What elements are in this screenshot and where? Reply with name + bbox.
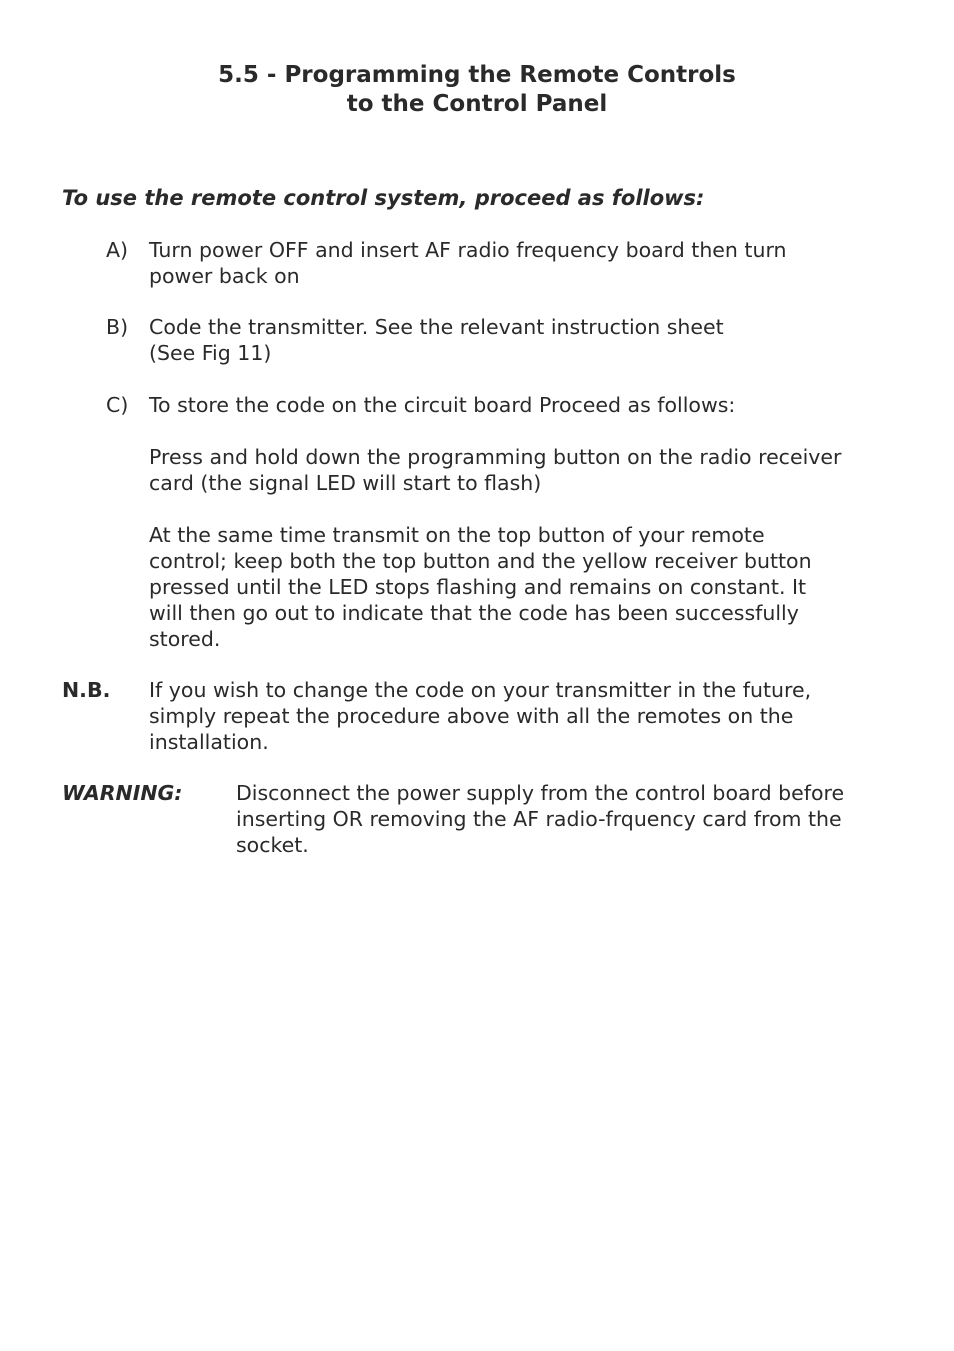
paragraph-line: At the same time transmit on the top button of your remote <box>149 523 765 547</box>
paragraph-line: pressed until the LED stops flashing and remains on constant. It <box>149 575 807 599</box>
step-marker: C) <box>106 393 129 417</box>
warning-line: Disconnect the power supply from the control board before <box>236 781 845 805</box>
paragraph-text <box>149 522 889 652</box>
warning-text <box>236 780 896 858</box>
step-line: Code the transmitter. See the relevant instruction sheet <box>149 315 724 339</box>
step-line: (See Fig 11) <box>149 341 272 365</box>
page-title-line-2: to the Control Panel <box>346 91 608 117</box>
warning-line: inserting OR removing the AF radio-frquency card from the <box>236 807 842 831</box>
intro-text: To use the remote control system, proceed as follows: <box>62 186 705 210</box>
paragraph-text <box>149 444 889 496</box>
paragraph-line: Press and hold down the programming button on the radio receiver <box>149 445 842 469</box>
note-text <box>149 677 889 755</box>
step-marker: A) <box>106 238 129 262</box>
step-marker: B) <box>106 315 129 339</box>
step-line: power back on <box>149 264 300 288</box>
page-title-line-1: 5.5 - Programming the Remote Controls <box>218 62 736 88</box>
paragraph-line: control; keep both the top button and the yellow receiver button <box>149 549 812 573</box>
step-text <box>149 314 889 366</box>
page-title <box>0 61 954 119</box>
paragraph-line: will then go out to indicate that the code has been successfully <box>149 601 799 625</box>
note-line: simply repeat the procedure above with all the remotes on the <box>149 704 794 728</box>
note-label: N.B. <box>62 678 111 702</box>
step-text <box>149 392 889 418</box>
step-text <box>149 237 889 289</box>
step-line: To store the code on the circuit board Proceed as follows: <box>149 393 736 417</box>
step-line: Turn power OFF and insert AF radio frequency board then turn <box>149 238 787 262</box>
warning-label: WARNING: <box>62 781 183 805</box>
note-line: If you wish to change the code on your transmitter in the future, <box>149 678 812 702</box>
paragraph-line: stored. <box>149 627 221 651</box>
paragraph-line: card (the signal LED will start to flash) <box>149 471 542 495</box>
note-line: installation. <box>149 730 269 754</box>
warning-line: socket. <box>236 833 309 857</box>
